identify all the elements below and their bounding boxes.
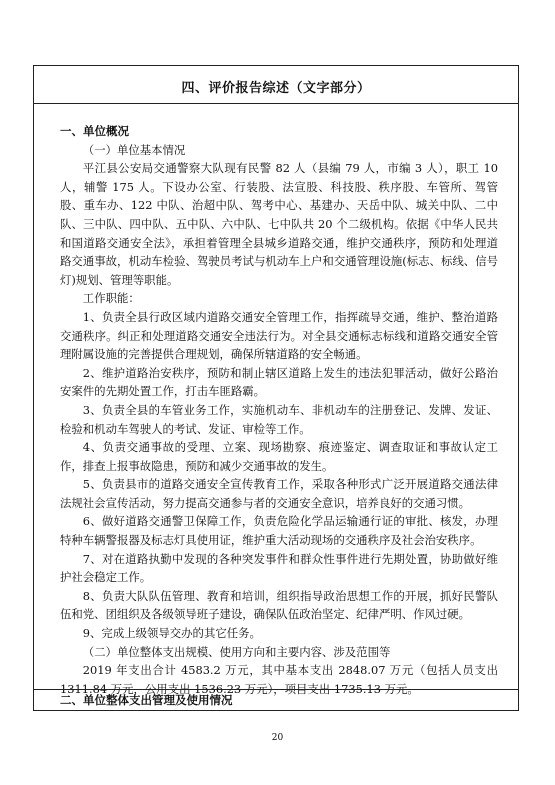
heading-expenditure-management: 二、单位整体支出管理及使用情况 (60, 693, 233, 707)
subheading-expenditure: （二）单位整体支出规模、使用方向和主要内容、涉及范围等 (82, 644, 391, 659)
report-body (60, 122, 498, 698)
duty-item: 3、负责全县的车管业务工作，实施机动车、非机动车的注册登记、发牌、发证、检验和机动车驾驶人的考试、发证、审检等工作。 (60, 402, 498, 436)
paragraph-expenditure: 2019 年支出合计 4583.2 万元，其中基本支出 2848.07 万元（包括人员支出 1311.84 万元，公用支出 1536.23 万元），项目支出 1735.13 万元。 (60, 663, 498, 696)
duty-item: 7、对在道路执勤中发现的各种突发事件和群众性事件进行先期处置，协助做好维护社会稳定工作。 (60, 551, 498, 585)
page-number: 20 (271, 733, 284, 743)
title-row (34, 66, 518, 104)
duty-item: 1、负责全县行政区域内道路交通安全管理工作，指挥疏导交通，维护、整治道路交通秩序。纠正和处理道路交通安全违法行为。对全县交通标志标线和道路交通安全管理附属设施的完善提供合理规划，确保所辖道路的安全畅通。 (60, 309, 498, 362)
subheading-basic-info: （一）单位基本情况 (82, 142, 186, 157)
duty-item: 5、负责县市的道路交通安全宣传教育工作，采取各种形式广泛开展道路交通法律法规社会宣传活动，努力提高交通参与者的交通安全意识，培养良好的交通习惯。 (60, 477, 498, 510)
report-table-frame (33, 65, 519, 711)
paragraph-basic-info: 平江县公安局交通警察大队现有民警 82 人（县编 79 人，市编 3 人），职工 10 人，辅警 175 人。下设办公室、行装股、法宣股、科技股、秩序股、车管所、驾管股、重车办、122 中队、治超中队、驾考中心、基建办、天岳中队、城关中队、二中队、三中队、四中队、五中队、六中队、七中队共 20 个二级机构。依据《中华人民共和国道路交通安全法》，承担着管理全县城乡道路交通，维护交通秩序，预防和处理道路交通事故，机动车检验、驾驶员考试与机动车上户和交通管理设施(标志、标线、信号灯)规划、管理等职能。 (60, 161, 498, 287)
duties-label: 工作职能： (82, 291, 140, 306)
section-divider (34, 689, 518, 690)
duty-item: 9、完成上级领导交办的其它任务。 (82, 626, 261, 641)
duty-item: 4、负责交通事故的受理、立案、现场勘察、痕迹鉴定、调查取证和事故认定工作，排查上报事故隐患，预防和减少交通事故的发生。 (60, 440, 498, 473)
duty-item: 8、负责大队队伍管理、教育和培训，组织指导政治思想工作的开展，抓好民警队伍和党、团组织及各级领导班子建设，确保队伍政治坚定、纪律严明、作风过硬。 (60, 588, 498, 622)
duty-item: 2、维护道路治安秩序，预防和制止辖区道路上发生的违法犯罪活动，做好公路治安案件的先期处置工作，打击车匪路霸。 (60, 365, 498, 399)
heading-unit-overview: 一、单位概况 (60, 124, 129, 138)
duty-item: 6、做好道路交通警卫保障工作，负责危险化学品运输通行证的审批、核发，办理特种车辆警报器及标志灯具使用证，维护重大活动现场的交通秩序及社会治安秩序。 (60, 514, 498, 548)
section-title: 四、评价报告综述（文字部分） (181, 81, 371, 96)
